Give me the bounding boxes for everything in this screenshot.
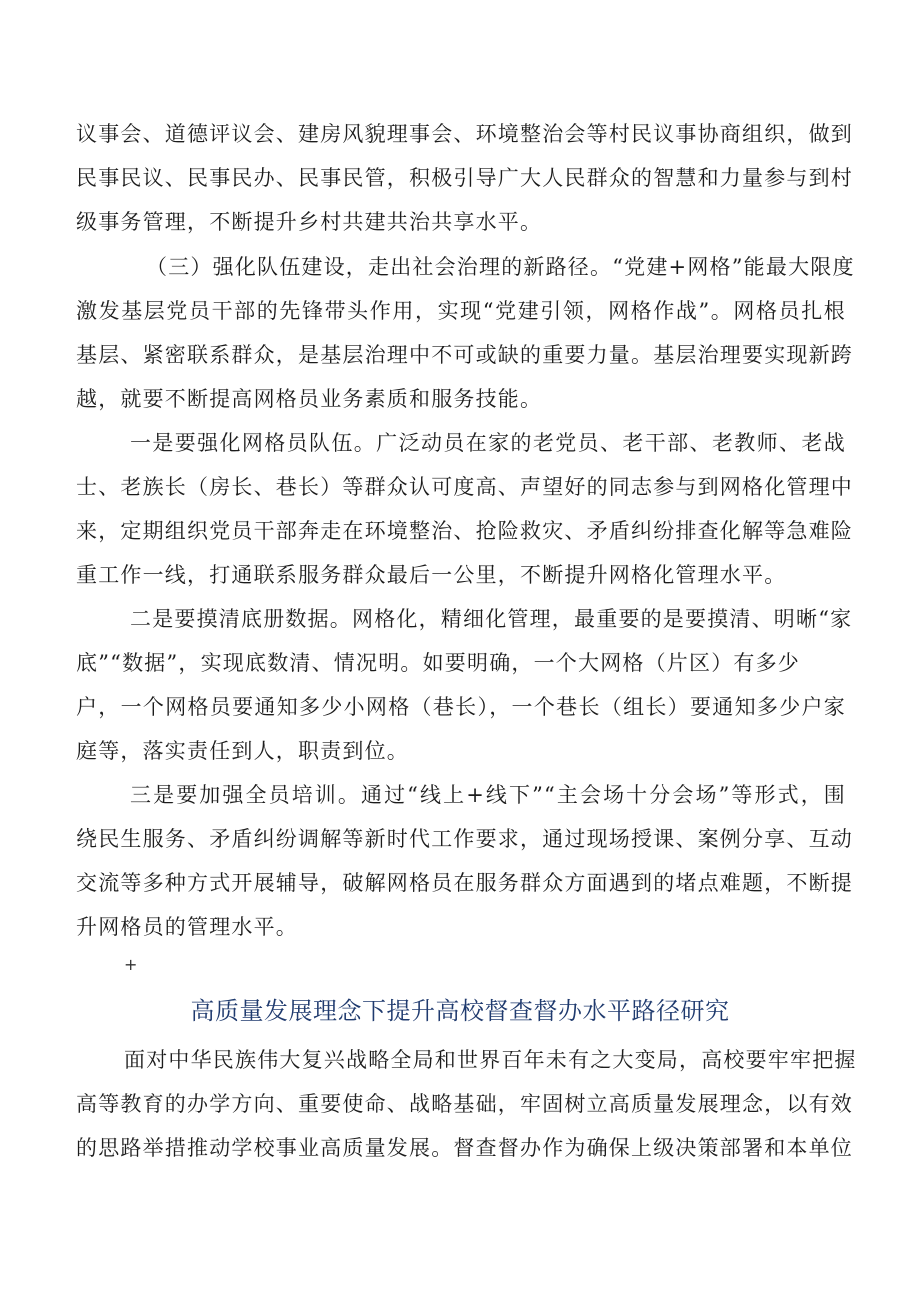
text-line: （三）强化队伍建设，走出社会治理的新路径。“党建+网格”能最大限度 xyxy=(146,255,855,279)
text-line: 民事民议、民事民办、民事民管，积极引导广大人民群众的智慧和力量参与到村 xyxy=(76,166,853,190)
text-line: 激发基层党员干部的先锋带头作用，实现“党建引领，网格作战”。网格员扎根 xyxy=(76,299,846,323)
text-line: 高等教育的办学方向、重要使命、战略基础，牢固树立高质量发展理念，以有效 xyxy=(76,1092,853,1116)
text-line: 重工作一线，打通联系服务群众最后一公里，不断提升网格化管理水平。 xyxy=(76,563,787,587)
text-line: 绕民生服务、矛盾纠纷调解等新时代工作要求，通过现场授课、案例分享、互动 xyxy=(76,827,853,851)
text-line: 级事务管理，不断提升乡村共建共治共享水平。 xyxy=(76,210,543,234)
text-line: 三是要加强全员培训。通过“线上+线下”“主会场十分会场”等形式，围 xyxy=(130,783,846,807)
article-title: 高质量发展理念下提升高校督查督办水平路径研究 xyxy=(190,997,730,1025)
text-line: 越，就要不断提高网格员业务素质和服务技能。 xyxy=(76,387,543,411)
paragraph-marker: + xyxy=(124,955,138,974)
text-line: 来，定期组织党员干部奔走在环境整治、抢险救灾、矛盾纠纷排查化解等急难险 xyxy=(76,519,853,543)
text-line: 士、老族长（房长、巷长）等群众认可度高、声望好的同志参与到网格化管理中 xyxy=(76,475,853,499)
text-line: 升网格员的管理水平。 xyxy=(76,915,298,939)
text-line: 基层、紧密联系群众，是基层治理中不可或缺的重要力量。基层治理要实现新跨 xyxy=(76,343,853,367)
text-line: 交流等多种方式开展辅导，破解网格员在服务群众方面遇到的堵点难题，不断提 xyxy=(76,871,853,895)
text-line: 二是要摸清底册数据。网格化，精细化管理，最重要的是要摸清、明晰“家 xyxy=(130,607,853,631)
text-line: 一是要强化网格员队伍。广泛动员在家的老党员、老干部、老教师、老战 xyxy=(130,431,846,455)
text-line: 面对中华民族伟大复兴战略全局和世界百年未有之大变局，高校要牢牢把握 xyxy=(124,1048,857,1072)
text-line: 户，一个网格员要通知多少小网格（巷长），一个巷长（组长）要通知多少户家 xyxy=(76,695,846,719)
text-line: 庭等，落实责任到人，职责到位。 xyxy=(76,739,409,763)
text-line: 的思路举措推动学校事业高质量发展。督查督办作为确保上级决策部署和本单位 xyxy=(76,1136,853,1160)
text-line: 议事会、道德评议会、建房风貌理事会、环境整治会等村民议事协商组织，做到 xyxy=(76,122,853,146)
text-line: 底”“数据”，实现底数清、情况明。如要明确，一个大网格（片区）有多少 xyxy=(76,651,801,675)
